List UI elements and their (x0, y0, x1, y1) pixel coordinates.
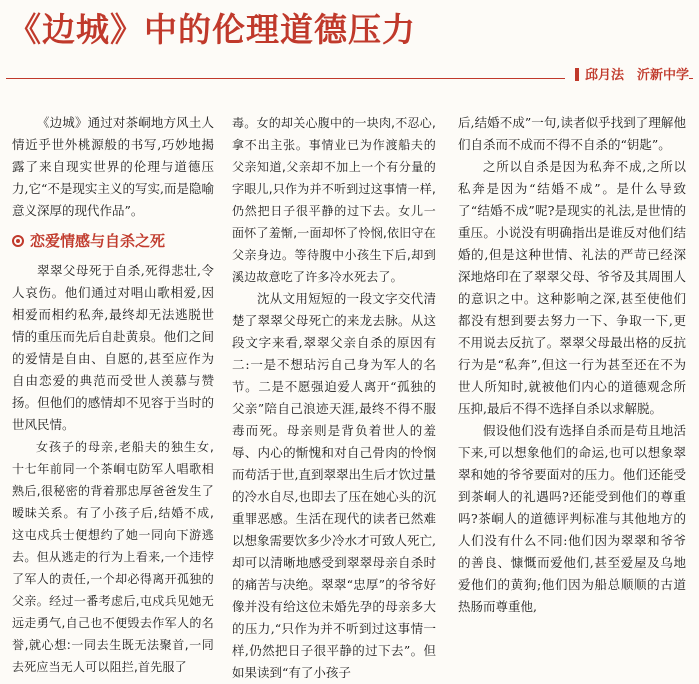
bullet-circle-icon (12, 235, 24, 247)
body-paragraph: 翠翠父母死于自杀,死得悲壮,令人哀伤。他们通过对唱山歌相爱,因相爱而相约私奔,最终却无法逃脱世情的重压而先后自赴黄泉。他们之间的爱情是自由、自愿的,甚至应作为自由恋爱的典范而受世人羡慕与赞扬。但他们的感情却不见容于当时的世风民情。 (12, 263, 214, 432)
quoted-passage-continued: 毒。女的却关心腹中的一块肉,不忍心,拿不出主张。事情业已为作渡船夫的父亲知道,父亲却不加上一个有分量的字眼儿,只作为并不听到过这事情一样,仍然把日子很平静的过下去。女儿一面怀了羞惭,一面却怀了怜悯,依旧守在父亲身边。等待腹中小孩生下后,却到溪边故意吃了许多冷水死去了。 (232, 116, 436, 284)
intro-paragraph: 《边城》通过对茶峒地方风土人情近乎世外桃源般的书写,巧妙地揭露了来自现实世界的伦理与道德压力,它“不是现实主义的写实,而是隐喻意义深厚的现代作品”。 (12, 115, 214, 218)
byline-text: 邱月法 沂新中学 (584, 68, 689, 83)
article-title: 《边城》中的伦理道德压力 (8, 10, 416, 49)
body-paragraph: 假设他们没有选择自杀而是苟且地活下来,可以想象他们的命运,也可以想象翠翠和她的爷爷要面对的压力。他们还能受到茶峒人的礼遇吗?还能受到他们的尊重吗?茶峒人的道德评判标准与其他地方的人们没有什么不同:他们因为翠翠和爷爷的善良、慷慨而爱他们,甚至爱屋及乌地爱他们的黄狗;他们因为船总顺顺的古道热肠而尊重他, (458, 423, 686, 614)
column-2 (232, 112, 436, 684)
column-1 (12, 112, 214, 678)
quoted-passage: 女孩子的母亲,老船夫的独生女,十七年前同一个茶峒屯防军人唱歌相熟后,很秘密的背着那忠厚爸爸发生了暧昧关系。有了小孩子后,结婚不成,这屯戍兵士便想约了她一同向下游逃去。但从逃走的行为上看来,一个违悖了军人的责任,一个却必得离开孤独的父亲。经过一番考虑后,屯戍兵见她无远走勇气,自己也不便毁去作军人的名誉,就心想:一同去生既无法聚首,一同去死应当无人可以阻拦,首先服了 (12, 440, 214, 674)
section-heading-text: 恋爱情感与自杀之死 (30, 232, 166, 250)
body-paragraph: 之所以自杀是因为私奔不成,之所以私奔是因为“结婚不成”。是什么导致了“结婚不成”呢?是现实的礼法,是世情的重压。小说没有明确指出是谁反对他们结婚的,但是这种世情、礼法的严苛已经深深地烙印在了翠翠父母、爷爷及其周围人的意识之中。这种影响之深,甚至使他们都没有想到要去努力一下、争取一下,更不用说去反抗了。翠翠父母最出格的反抗行为是“私奔”,但这一行为甚至还在不为世人所知时,就被他们内心的道德观念所压抑,最后不得不选择自杀以求解脱。 (458, 159, 686, 416)
body-paragraph: 沈从文用短短的一段文字交代清楚了翠翠父母死亡的来龙去脉。从这段文字来看,翠翠父亲自杀的原因有二:一是不想玷污自己身为军人的名节。二是不愿强迫爱人离开“孤独的父亲”陪自己浪迹天涯,最终不得不服毒而死。母亲则是背负着世人的羞辱、内心的惭愧和对自己骨肉的怜悯而苟活于世,直到翠翠出生后才饮过量的冷水自尽,也即去了压在她心头的沉重罪恶感。生活在现代的读者已然难以想象需要饮多少冷水才可致人死亡,却可以清晰地感受到翠翠母亲自杀时的痛苦与决绝。翠翠“忠厚”的爷爷好像并没有给这位未婚先孕的母亲多大的压力,“只作为并不听到过这事情一样,仍然把日子很平静的过下去”。但如果读到“有了小孩子 (232, 291, 436, 680)
column-3 (458, 112, 686, 618)
byline-marker (575, 68, 579, 81)
section-heading (12, 230, 214, 252)
body-paragraph-continued: 后,结婚不成”一句,读者似乎找到了理解他们自杀而不成而不得不自杀的“钥匙”。 (458, 115, 686, 152)
byline (565, 64, 689, 83)
